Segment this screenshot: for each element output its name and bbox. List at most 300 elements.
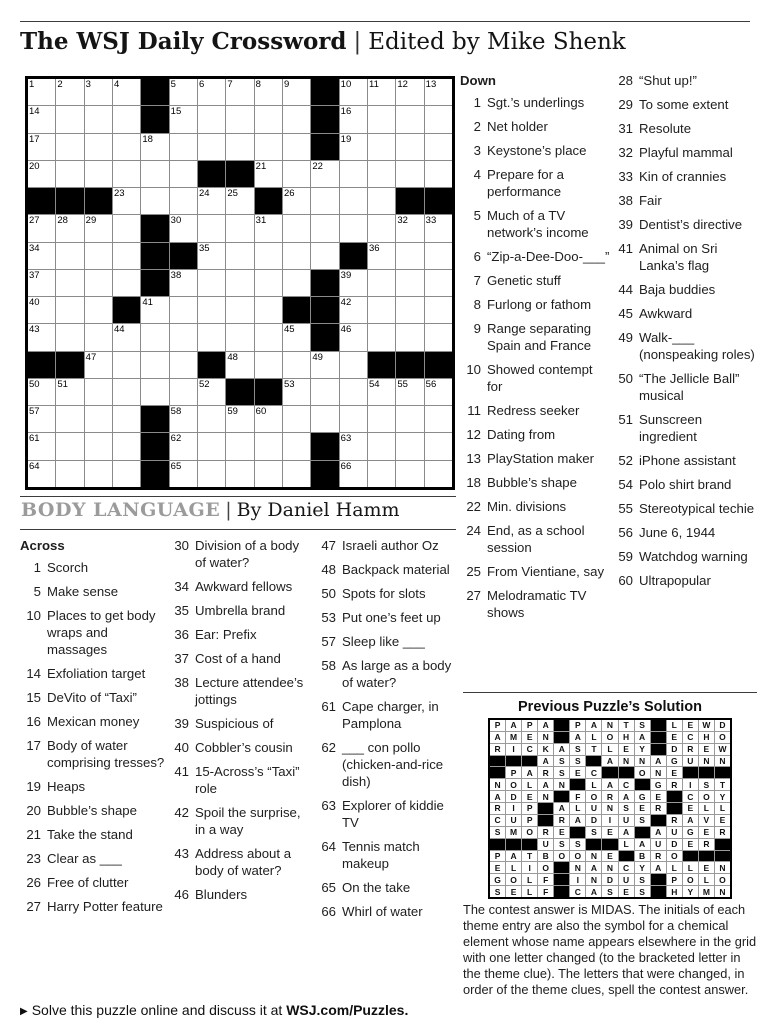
grid-cell bbox=[368, 324, 395, 350]
cell-number: 52 bbox=[199, 378, 210, 390]
clue-text: To some extent bbox=[639, 97, 729, 112]
grid-cell bbox=[340, 461, 367, 487]
black-square bbox=[311, 433, 338, 459]
clue-item bbox=[20, 850, 166, 867]
clue-item bbox=[20, 737, 166, 771]
clue-text: Min. divisions bbox=[487, 499, 567, 514]
solution-letter-cell: N bbox=[635, 756, 650, 767]
cell-number: 44 bbox=[114, 324, 125, 336]
grid-cell bbox=[113, 215, 140, 241]
solution-letter-cell: P bbox=[667, 874, 682, 885]
black-square bbox=[311, 461, 338, 487]
solution-letter-cell: S bbox=[602, 886, 617, 897]
grid-cell bbox=[170, 161, 197, 187]
clue-item bbox=[612, 411, 763, 445]
clue-number: 18 bbox=[466, 475, 481, 490]
grid-cell bbox=[56, 106, 83, 132]
grid-cell bbox=[85, 270, 112, 296]
pointer-icon: ▶ bbox=[20, 1006, 28, 1017]
masthead-title: The WSJ Daily Crossword bbox=[20, 28, 347, 55]
clue-text: Playful mammal bbox=[639, 145, 733, 160]
grid-cell bbox=[368, 461, 395, 487]
solution-letter-cell: P bbox=[490, 851, 505, 862]
grid-cell bbox=[396, 215, 423, 241]
solution-black-square bbox=[667, 803, 682, 814]
solution-letter-cell: N bbox=[586, 851, 601, 862]
solution-letter-cell: E bbox=[667, 732, 682, 743]
solution-letter-cell: R bbox=[667, 815, 682, 826]
clue-number: 61 bbox=[321, 699, 336, 714]
clue-number: 38 bbox=[174, 675, 189, 690]
grid-cell bbox=[396, 106, 423, 132]
cell-number: 30 bbox=[170, 215, 182, 227]
solution-letter-cell: W bbox=[699, 720, 714, 731]
grid-cell bbox=[28, 406, 55, 432]
clue-item bbox=[20, 607, 166, 658]
clue-item bbox=[460, 474, 610, 491]
clue-text: DeVito of “Taxi” bbox=[47, 690, 137, 705]
solution-letter-cell: N bbox=[586, 874, 601, 885]
title-top-rule bbox=[20, 496, 456, 497]
solution-letter-cell: L bbox=[602, 744, 617, 755]
solution-letter-cell: N bbox=[699, 756, 714, 767]
grid-cell bbox=[283, 433, 310, 459]
grid-cell bbox=[396, 297, 423, 323]
cell-number: 45 bbox=[284, 324, 295, 336]
solution-black-square bbox=[490, 767, 505, 778]
solution-letter-cell: V bbox=[699, 815, 714, 826]
solution-letter-cell: R bbox=[538, 827, 553, 838]
clue-number: 50 bbox=[618, 371, 633, 386]
grid-cell bbox=[141, 161, 168, 187]
clue-item bbox=[612, 168, 763, 185]
masthead-subtitle: Edited by Mike Shenk bbox=[368, 29, 626, 55]
clue-text: Cost of a hand bbox=[195, 651, 281, 666]
solution-letter-cell: E bbox=[651, 791, 666, 802]
clue-item bbox=[315, 585, 456, 602]
grid-cell bbox=[425, 215, 452, 241]
black-square bbox=[170, 243, 197, 269]
clue-text: Division of a body of water? bbox=[195, 538, 300, 570]
cell-number: 55 bbox=[397, 378, 408, 390]
grid-cell bbox=[141, 379, 168, 405]
clue-item bbox=[460, 587, 610, 621]
cell-number: 21 bbox=[255, 160, 267, 172]
solution-letter-cell: A bbox=[490, 732, 505, 743]
clue-number: 66 bbox=[321, 904, 336, 919]
solution-black-square bbox=[538, 815, 553, 826]
clue-text: Explorer of kiddie TV bbox=[342, 798, 444, 830]
solution-black-square bbox=[554, 732, 569, 743]
solution-letter-cell: N bbox=[651, 767, 666, 778]
grid-cell bbox=[368, 243, 395, 269]
grid-cell bbox=[368, 406, 395, 432]
grid-cell bbox=[368, 79, 395, 105]
solution-letter-cell: R bbox=[683, 744, 698, 755]
solution-letter-cell: P bbox=[522, 815, 537, 826]
clue-text: Showed contempt for bbox=[487, 362, 593, 394]
grid-cell bbox=[396, 243, 423, 269]
cell-number: 56 bbox=[425, 378, 437, 390]
clue-number: 3 bbox=[473, 143, 481, 158]
solution-black-square bbox=[586, 839, 601, 850]
solution-letter-cell: H bbox=[619, 732, 634, 743]
grid-cell bbox=[340, 161, 367, 187]
footer-line bbox=[20, 1002, 408, 1018]
solution-letter-cell: O bbox=[635, 767, 650, 778]
grid-cell bbox=[28, 433, 55, 459]
clue-number: 55 bbox=[618, 501, 633, 516]
clue-text: “Zip-a-Dee-Doo-___” bbox=[487, 249, 610, 264]
grid-cell bbox=[311, 243, 338, 269]
clue-number: 1 bbox=[33, 560, 41, 575]
grid-cell bbox=[425, 134, 452, 160]
clue-text: Clear as ___ bbox=[47, 851, 122, 866]
across-clues-col3 bbox=[315, 537, 456, 927]
solution-letter-cell: H bbox=[699, 732, 714, 743]
cell-number: 18 bbox=[142, 133, 153, 145]
grid-cell bbox=[425, 379, 452, 405]
grid-cell bbox=[396, 134, 423, 160]
grid-cell bbox=[56, 161, 83, 187]
solution-letter-cell: N bbox=[715, 862, 730, 873]
grid-cell bbox=[170, 297, 197, 323]
cell-number: 2 bbox=[57, 79, 63, 90]
clue-item bbox=[460, 450, 610, 467]
grid-cell bbox=[113, 270, 140, 296]
solution-letter-cell: N bbox=[538, 791, 553, 802]
clue-item bbox=[168, 845, 312, 879]
clue-item bbox=[460, 296, 610, 313]
cell-number: 35 bbox=[199, 242, 210, 254]
clue-number: 47 bbox=[321, 538, 336, 553]
clue-text: Lecture attendee’s jottings bbox=[195, 675, 304, 707]
cell-number: 41 bbox=[142, 297, 153, 309]
grid-cell bbox=[141, 134, 168, 160]
black-square bbox=[396, 188, 423, 214]
down-clues-col2 bbox=[612, 72, 763, 596]
solution-letter-cell: C bbox=[619, 779, 634, 790]
clue-number: 30 bbox=[174, 538, 189, 553]
grid-cell bbox=[425, 243, 452, 269]
puzzle-title-bar bbox=[21, 499, 455, 521]
solution-letter-cell: S bbox=[490, 886, 505, 897]
clue-number: 62 bbox=[321, 740, 336, 755]
black-square bbox=[141, 243, 168, 269]
solution-letter-cell: L bbox=[586, 732, 601, 743]
solution-letter-cell: O bbox=[506, 779, 521, 790]
contest-answer-note: The contest answer is MIDAS. The initials of each theme entry are also the symbol for a chemical element whose name appears elsewhere in the grid with one letter changed (to the bracketed letter in the theme clue). The letters that were changed, in order of the theme clues, spell the contest answer. bbox=[463, 902, 757, 997]
grid-cell bbox=[311, 161, 338, 187]
cell-number: 17 bbox=[29, 133, 40, 145]
clue-number: 10 bbox=[26, 608, 41, 623]
grid-cell bbox=[85, 106, 112, 132]
black-square bbox=[113, 297, 140, 323]
solution-black-square bbox=[715, 767, 730, 778]
solution-letter-cell: P bbox=[490, 720, 505, 731]
clue-number: 29 bbox=[618, 97, 633, 112]
grid-cell bbox=[56, 270, 83, 296]
solution-letter-cell: A bbox=[651, 756, 666, 767]
clue-text: Free of clutter bbox=[47, 875, 129, 890]
clue-item bbox=[168, 886, 312, 903]
solution-letter-cell: L bbox=[522, 886, 537, 897]
cell-number: 19 bbox=[340, 133, 352, 145]
solution-letter-cell: L bbox=[522, 874, 537, 885]
grid-cell bbox=[113, 134, 140, 160]
grid-cell bbox=[141, 297, 168, 323]
grid-cell bbox=[141, 324, 168, 350]
solution-letter-cell: R bbox=[651, 803, 666, 814]
clue-text: Net holder bbox=[487, 119, 548, 134]
solution-letter-cell: A bbox=[586, 720, 601, 731]
cell-number: 38 bbox=[170, 269, 182, 281]
wsj-puzzles-link[interactable]: WSJ.com/Puzzles. bbox=[286, 1002, 409, 1018]
solution-letter-cell: U bbox=[586, 803, 601, 814]
solution-letter-cell: N bbox=[538, 732, 553, 743]
grid-cell bbox=[226, 406, 253, 432]
grid-cell bbox=[198, 297, 225, 323]
across-clue-list-2 bbox=[168, 537, 312, 903]
solution-letter-cell: P bbox=[522, 720, 537, 731]
grid-cell bbox=[283, 79, 310, 105]
clue-number: 52 bbox=[618, 453, 633, 468]
solution-letter-cell: U bbox=[667, 827, 682, 838]
cell-number: 5 bbox=[170, 79, 176, 90]
grid-cell bbox=[396, 379, 423, 405]
solution-letter-cell: S bbox=[699, 779, 714, 790]
grid-cell bbox=[283, 406, 310, 432]
solution-letter-cell: A bbox=[586, 862, 601, 873]
clue-number: 59 bbox=[618, 549, 633, 564]
clue-item bbox=[315, 739, 456, 790]
grid-cell bbox=[311, 406, 338, 432]
solution-letter-cell: D bbox=[586, 815, 601, 826]
grid-cell bbox=[226, 324, 253, 350]
grid-cell bbox=[340, 433, 367, 459]
clue-item bbox=[20, 713, 166, 730]
clue-item bbox=[168, 739, 312, 756]
grid-cell bbox=[226, 79, 253, 105]
clue-item bbox=[460, 402, 610, 419]
grid-cell bbox=[283, 461, 310, 487]
grid-cell bbox=[340, 79, 367, 105]
black-square bbox=[28, 188, 55, 214]
solution-letter-cell: E bbox=[619, 886, 634, 897]
solution-letter-cell: N bbox=[602, 862, 617, 873]
clue-text: Scorch bbox=[47, 560, 89, 575]
solution-black-square bbox=[490, 839, 505, 850]
solution-letter-cell: G bbox=[683, 827, 698, 838]
solution-letter-cell: A bbox=[570, 732, 585, 743]
clue-number: 16 bbox=[26, 714, 41, 729]
previous-solution-grid bbox=[488, 718, 732, 899]
cell-number: 43 bbox=[29, 324, 40, 336]
grid-cell bbox=[283, 215, 310, 241]
solution-letter-cell: M bbox=[506, 827, 521, 838]
grid-cell bbox=[340, 134, 367, 160]
solution-black-square bbox=[635, 779, 650, 790]
grid-cell bbox=[85, 161, 112, 187]
solution-letter-cell: E bbox=[570, 767, 585, 778]
clue-text: Bubble’s shape bbox=[487, 475, 577, 490]
solution-letter-cell: Y bbox=[715, 791, 730, 802]
black-square bbox=[141, 270, 168, 296]
cell-number: 57 bbox=[29, 406, 40, 418]
clue-item bbox=[315, 633, 456, 650]
cell-number: 65 bbox=[170, 460, 182, 472]
clue-number: 43 bbox=[174, 846, 189, 861]
crossword-grid bbox=[25, 76, 455, 490]
down-clue-list-1 bbox=[460, 94, 610, 621]
grid-cell bbox=[396, 406, 423, 432]
grid-cell bbox=[368, 161, 395, 187]
black-square bbox=[311, 297, 338, 323]
grid-cell bbox=[340, 297, 367, 323]
clue-number: 21 bbox=[26, 827, 41, 842]
previous-solution-heading: Previous Puzzle’s Solution bbox=[518, 699, 702, 715]
clue-text: Body of water comprising tresses? bbox=[47, 738, 165, 770]
grid-cell bbox=[311, 215, 338, 241]
grid-cell bbox=[396, 324, 423, 350]
clue-item bbox=[168, 650, 312, 667]
solution-letter-cell: R bbox=[651, 851, 666, 862]
clue-text: Redress seeker bbox=[487, 403, 580, 418]
cell-number: 23 bbox=[114, 188, 125, 200]
clue-text: Cobbler’s cousin bbox=[195, 740, 293, 755]
clue-text: iPhone assistant bbox=[639, 453, 736, 468]
clue-number: 54 bbox=[618, 477, 633, 492]
grid-cell bbox=[170, 270, 197, 296]
grid-cell bbox=[425, 324, 452, 350]
solution-letter-cell: L bbox=[715, 803, 730, 814]
clue-text: Baja buddies bbox=[639, 282, 716, 297]
cell-number: 34 bbox=[29, 242, 40, 254]
grid-cell bbox=[255, 406, 282, 432]
solution-letter-cell: A bbox=[538, 779, 553, 790]
solution-letter-cell: O bbox=[554, 851, 569, 862]
clue-number: 48 bbox=[321, 562, 336, 577]
grid-cell bbox=[170, 433, 197, 459]
solution-letter-cell: O bbox=[602, 732, 617, 743]
solution-letter-cell: C bbox=[619, 862, 634, 873]
clue-number: 19 bbox=[26, 779, 41, 794]
solution-letter-cell: N bbox=[570, 862, 585, 873]
clue-item bbox=[460, 166, 610, 200]
solution-letter-cell: G bbox=[635, 791, 650, 802]
grid-cell bbox=[283, 352, 310, 378]
cell-number: 10 bbox=[340, 79, 352, 90]
cell-number: 7 bbox=[227, 79, 233, 90]
clue-text: On the take bbox=[342, 880, 411, 895]
solution-letter-cell: U bbox=[651, 839, 666, 850]
solution-letter-cell: R bbox=[602, 791, 617, 802]
clue-text: Ultrapopular bbox=[639, 573, 711, 588]
solution-letter-cell: B bbox=[635, 851, 650, 862]
clue-item bbox=[460, 207, 610, 241]
clue-text: Places to get body wraps and massages bbox=[47, 608, 156, 657]
solution-letter-cell: D bbox=[506, 791, 521, 802]
grid-cell bbox=[311, 188, 338, 214]
clue-number: 6 bbox=[473, 249, 481, 264]
cell-number: 63 bbox=[340, 433, 352, 445]
clue-number: 20 bbox=[26, 803, 41, 818]
solution-letter-cell: L bbox=[667, 862, 682, 873]
clue-item bbox=[20, 583, 166, 600]
solution-black-square bbox=[699, 767, 714, 778]
solution-letter-cell: L bbox=[667, 720, 682, 731]
solution-letter-cell: G bbox=[651, 779, 666, 790]
down-clue-list-2 bbox=[612, 72, 763, 589]
clue-item bbox=[20, 689, 166, 706]
clue-item bbox=[315, 797, 456, 831]
solution-letter-cell: I bbox=[602, 815, 617, 826]
grid-cell bbox=[255, 461, 282, 487]
cell-number: 8 bbox=[255, 79, 261, 90]
grid-cell bbox=[283, 106, 310, 132]
black-square bbox=[141, 106, 168, 132]
clue-item bbox=[168, 602, 312, 619]
clue-item bbox=[460, 320, 610, 354]
cell-number: 3 bbox=[85, 79, 91, 90]
grid-cell bbox=[28, 134, 55, 160]
clue-text: Watchdog warning bbox=[639, 549, 748, 564]
grid-cell bbox=[113, 433, 140, 459]
solution-letter-cell: O bbox=[538, 862, 553, 873]
solution-letter-cell: O bbox=[667, 851, 682, 862]
solution-letter-cell: E bbox=[522, 791, 537, 802]
grid-cell bbox=[85, 79, 112, 105]
grid-cell bbox=[340, 215, 367, 241]
clue-item bbox=[612, 329, 763, 363]
solution-letter-cell: E bbox=[506, 886, 521, 897]
black-square bbox=[56, 188, 83, 214]
clue-item bbox=[612, 548, 763, 565]
solution-black-square bbox=[651, 886, 666, 897]
black-square bbox=[255, 188, 282, 214]
grid-cell bbox=[198, 188, 225, 214]
clue-number: 5 bbox=[33, 584, 41, 599]
grid-cell bbox=[85, 352, 112, 378]
clue-text: Cape charger, in Pamplona bbox=[342, 699, 439, 731]
cell-number: 13 bbox=[425, 79, 437, 90]
clue-item bbox=[20, 802, 166, 819]
solution-letter-cell: S bbox=[635, 886, 650, 897]
clue-number: 64 bbox=[321, 839, 336, 854]
clue-item bbox=[315, 609, 456, 626]
solution-letter-cell: O bbox=[570, 851, 585, 862]
solution-black-square bbox=[635, 827, 650, 838]
grid-cell bbox=[113, 406, 140, 432]
clue-number: 8 bbox=[473, 297, 481, 312]
cell-number: 22 bbox=[312, 160, 323, 172]
cell-number: 29 bbox=[85, 215, 97, 227]
solution-letter-cell: U bbox=[506, 815, 521, 826]
grid-cell bbox=[425, 270, 452, 296]
solution-letter-cell: Y bbox=[635, 862, 650, 873]
cell-number: 27 bbox=[29, 215, 40, 227]
grid-cell bbox=[198, 79, 225, 105]
solution-letter-cell: A bbox=[538, 756, 553, 767]
grid-cell bbox=[425, 297, 452, 323]
solution-letter-cell: R bbox=[715, 827, 730, 838]
grid-cell bbox=[85, 134, 112, 160]
clue-item bbox=[460, 522, 610, 556]
grid-cell bbox=[198, 134, 225, 160]
grid-cell bbox=[226, 461, 253, 487]
clue-item bbox=[168, 763, 312, 797]
clue-item bbox=[168, 578, 312, 595]
